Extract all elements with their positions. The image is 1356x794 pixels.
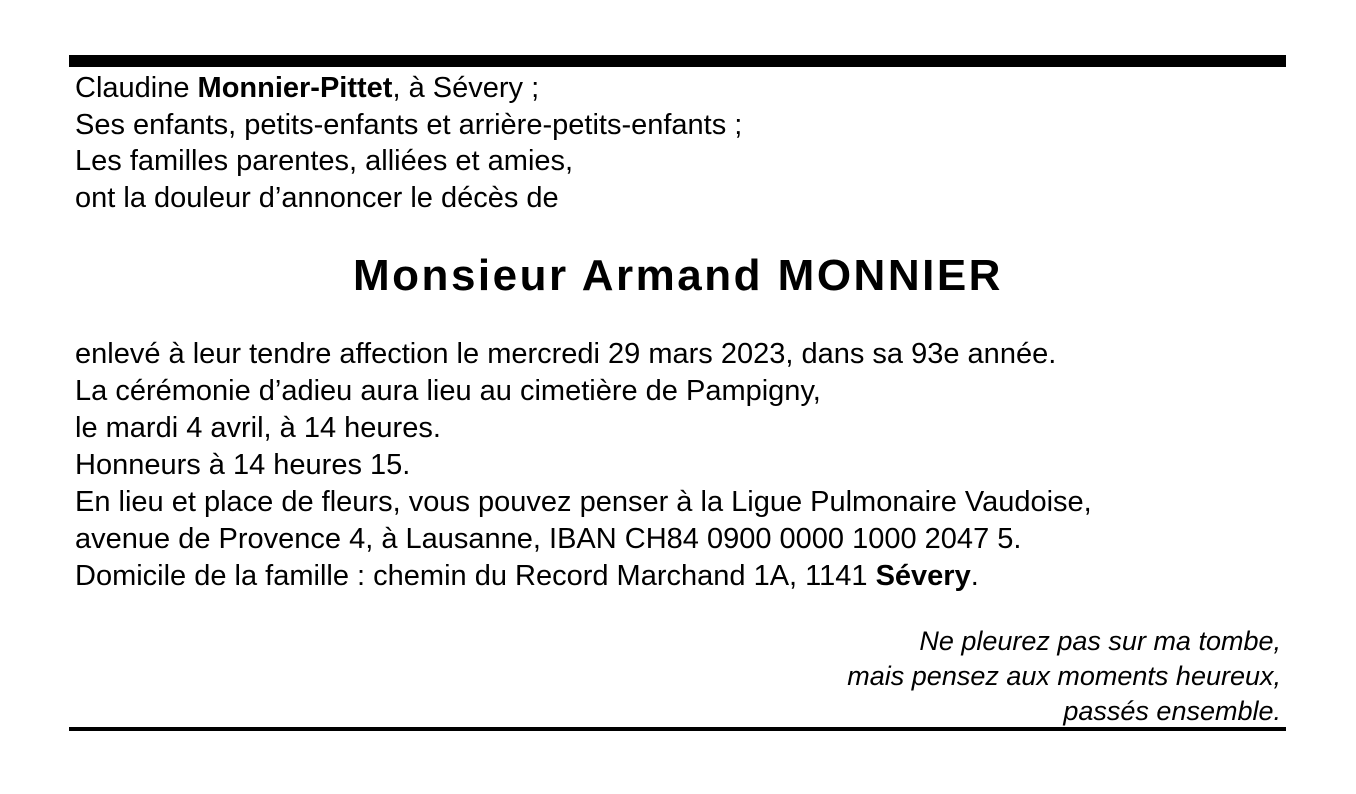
quote-line-1: Ne pleurez pas sur ma tombe,: [919, 626, 1281, 656]
quote-line-2: mais pensez aux moments heureux,: [847, 661, 1281, 691]
details-line-2: La cérémonie d’adieu aura lieu au cimetière de Pampigny,: [75, 375, 821, 407]
details-line-7: Domicile de la famille : chemin du Record Marchand 1A, 1141 Sévery.: [75, 560, 979, 592]
intro-line-4: ont la douleur d’annoncer le décès de: [75, 181, 559, 214]
bottom-rule: [69, 727, 1286, 731]
details-line-1: enlevé à leur tendre affection le mercredi 29 mars 2023, dans sa 93e année.: [75, 338, 1057, 370]
spouse-name: Monnier-Pittet: [197, 72, 393, 104]
quote-line-3: passés ensemble.: [1063, 696, 1281, 726]
details-block: [75, 336, 1092, 595]
deceased-name-heading: Monsieur Armand MONNIER: [353, 251, 1003, 300]
details-line-3: le mardi 4 avril, à 14 heures.: [75, 412, 441, 444]
intro-line-2: Ses enfants, petits-enfants et arrière-petits-enfants ;: [75, 108, 743, 141]
details-line-4: Honneurs à 14 heures 15.: [75, 449, 411, 481]
intro-line-1: Claudine Monnier-Pittet, à Sévery ;: [75, 72, 540, 104]
intro-block: [75, 70, 742, 216]
details-line-6: avenue de Provence 4, à Lausanne, IBAN CH84 0900 0000 1000 2047 5.: [75, 523, 1022, 555]
locality-name: Sévery: [875, 560, 971, 592]
details-line-5: En lieu et place de fleurs, vous pouvez penser à la Ligue Pulmonaire Vaudoise,: [75, 486, 1092, 518]
closing-quote: [847, 624, 1281, 729]
top-rule: [69, 55, 1286, 67]
intro-line-3: Les familles parentes, alliées et amies,: [75, 145, 574, 177]
